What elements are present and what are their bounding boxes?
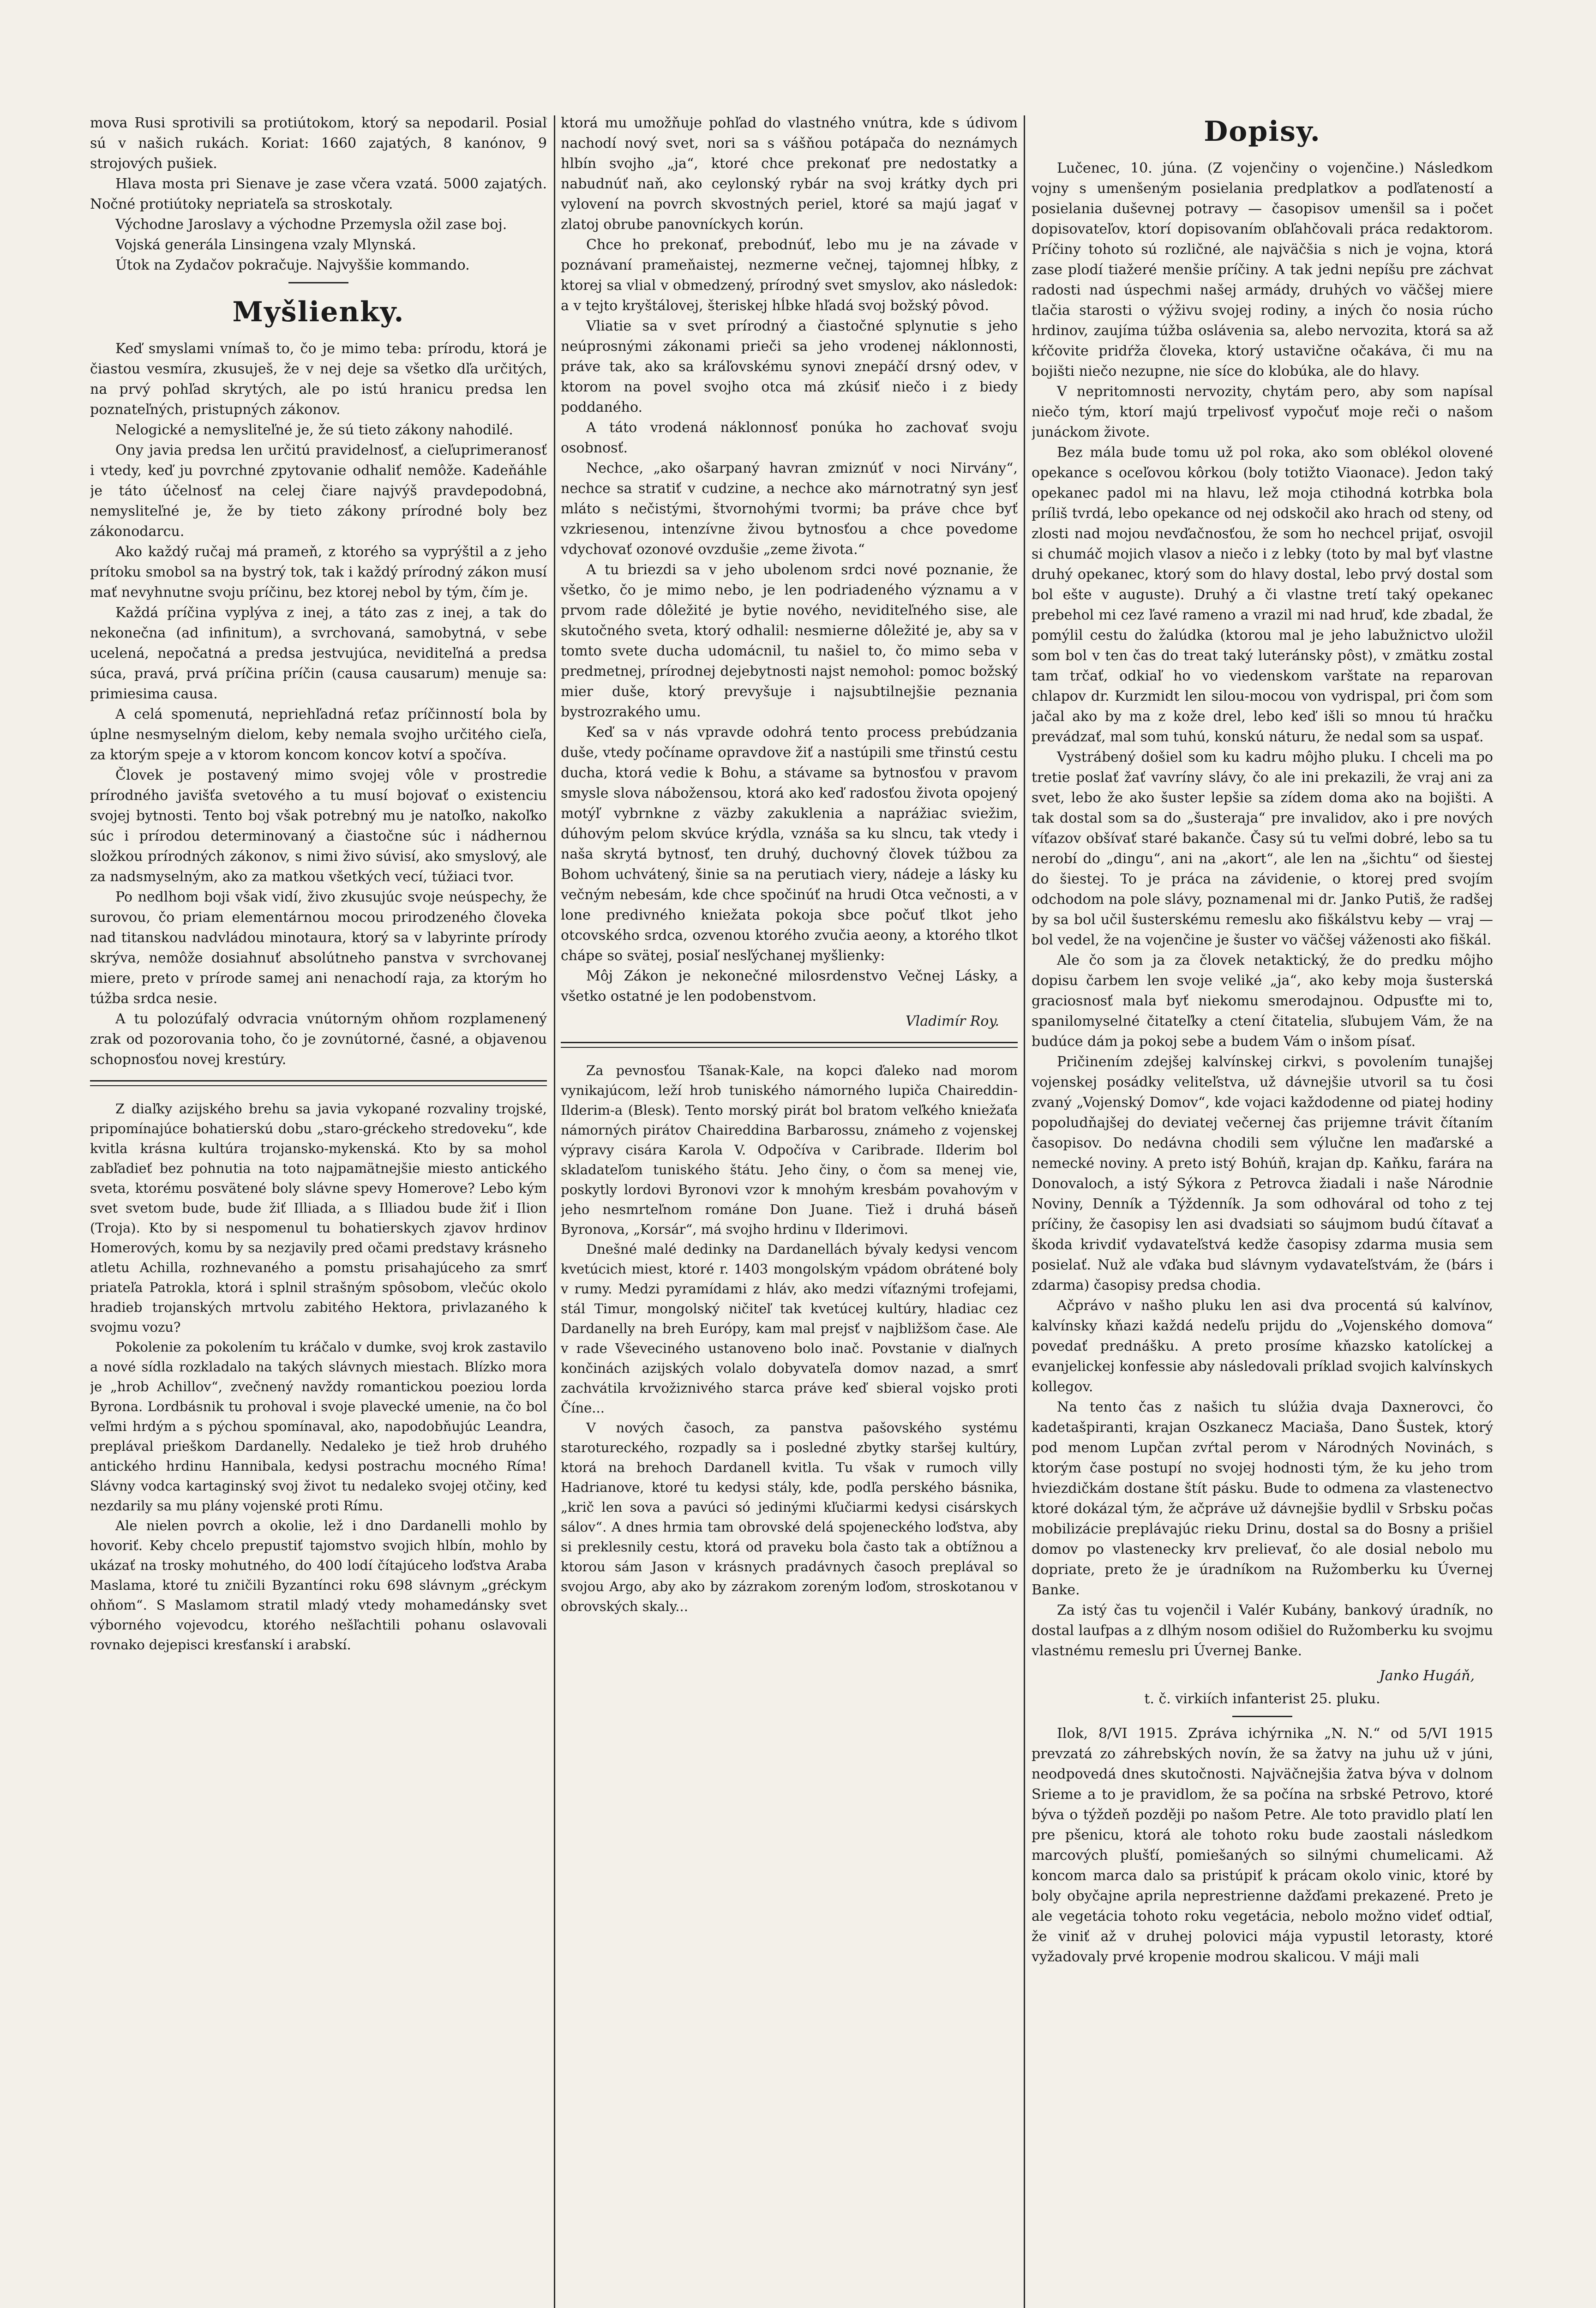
- essay-paragraph: Po nedlhom boji však vidí, živo zkusujúc svoje neúspechy, že surovou, čo priam elementárnou mocou prirodzeného človeka nad titanskou nadvládou minotaura, ktorý sa v labyrinte prírody skrýva, nemôže dosiahnuť absolútneho panstva v svrchovanej miere, preto v prírode samej ani nenachodí raja, za ktorým ho túžba srdca nesie.: [90, 889, 547, 1007]
- section-divider: [288, 282, 348, 283]
- letter-signature-rank: t. č. virkiích infanterist 25. pluku.: [1144, 1691, 1380, 1707]
- essay-paragraph: Keď sa v nás vpravde odohrá tento process prebúdzania duše, vtedy počíname opravdove žiť a nastúpili sme třinstú cestu ducha, ktorá vedie k Bohu, a stávame sa bytnosťou v pravom smysle slova nábožensou, ktorá ako keď radosťou života opojený motýľ vybrnkne z väzby zakuklenia a naprážiac sviežim, dúhovým pelom skvúce krýdla, vznáša sa ku slncu, tak vtedy i naša skrytá bytnosť, ten druhý, duchovný človek túžbou za Bohom uchvátený, šinie sa na perutiach viery, nádeje a lásky ku večným nebesám, kde chce spočinúť na hrudi Otca večnosti, a v lone predivného kniežata pokoja sbce počuť tlkot jeho otcovského srdca, ozvenou ktorého zvučia aeony, a ktorého tlkot chápe so svätej, posiaľ nesľýchanej myšlienky:: [561, 724, 1018, 964]
- essay-paragraph: Môj Zákon je nekonečné milosrdenstvo Večnej Lásky, a všetko ostatné je len podobenstvom.: [561, 968, 1018, 1004]
- column-middle: [561, 113, 1018, 2308]
- essay-paragraph: Chce ho prekonať, prebodnúť, lebo mu je na závade v poznávaní prameňaistej, nezmerne večnej, tajomnej hĺbky, z ktorej sa vlial v obmedzený, prírodný svet smyslov, ako následok: a v tejto kryštálovej, šteriskej hĺbke hľadá svoj božský pôvod.: [561, 237, 1018, 314]
- letter-paragraph: Pričinením zdejšej kalvínskej cirkvi, s povolením tunajšej vojenskej posádky veliteľstva, už dávnejšie utvoril sa tu čosi zvaný „Vojenský Domov“, kde vojaci každodenne od piatej hodiny popoludňajšej do deviatej večernej čas prijemne trávit čítaním časopisov. Do nedávna chodili sem výlučne len maďarské a nemecké noviny. A preto istý Bohúň, krajan dp. Kaňku, farára na Donovaloch, a istý Sýkora z Petrovca žiadali i naše Národnie Noviny, Denník a Týždenník. Ja som odhováral od toho z tej príčiny, že časopisy len asi dvadsiati so sáujmom budú čítavať a škoda krivdiť vydavateľstvá kedže časopisy zdarma musia sem posielať. Nuž ale vďaka bud slávnym vydavateľstvám, že (bárs i zdarma) časopisy predsa chodia.: [1032, 1054, 1493, 1293]
- essay-paragraph: Nechce, „ako ošarpaný havran zmiznúť v noci Nirvány“, nechce sa stratiť v cudzine, a nechce ako márnotratný syn jesť mláto s nečistými, štvornohými tvormi; ba práve chce byť vzkriesenou, intenzívne živou bytnosťou a chce povedome vdychovať ozonové ovzdušie „zeme života.“: [561, 460, 1018, 558]
- war-report-paragraph: mova Rusi sprotivili sa protiútokom, ktorý sa nepodaril. Posiaľ sú v našich rukách. Koriat: 1660 zajatých, 8 kanónov, 9 strojových pušiek.: [90, 115, 547, 172]
- letter-paragraph: Ilok, 8/VI 1915. Zpráva ichýrnika „N. N.“ od 5/VI 1915 prevzatá zo záhrebských novín, že sa žatvy na juhu už v júni, neodpovedá dnes skutočnosti. Najväčnejšia žatva býva v dolnom Srieme a to je pravidlom, že sa počína na srbské Petrovo, ktoré býva o týždeň později po našom Petre. Ale toto pravidlo platí len pre pšenicu, ktorá ale tohoto roku bude zaostali následkom marcových plušťí, pomiešaných so silnými chumelicami. Až koncom marca dalo sa pristúpiť k prácam okolo vinic, ktoré by boly obyčajne aprila neprestrienne dažďami prekazené. Preto je ale vegetácia tohoto roku vegetácia, nebolo možno videť odtiaľ, že viniť až v druhej polovici mája vypustil letorasty, ktoré vyžadovaly prvé kropenie modrou skalicou. V máji mali: [1032, 1725, 1493, 1965]
- letter-paragraph: Ačprávo v našho pluku len asi dva procentá sú kalvínov, kalvínsky kňazi každá nedeľu prijdu do „Vojenského domova“ povedať prednášku. A preto prosíme kňazsko katolíckej a evanjelickej konfessie aby následovali príklad svojich kalvínskych kollegov.: [1032, 1298, 1493, 1395]
- essay-signature: Vladimír Roy.: [905, 1013, 999, 1029]
- letter-paragraph: Lučenec, 10. júna. (Z vojenčiny o vojenčine.) Následkom vojny s umenšeným posielania predplatkov a podľateností a posielania duševnej potravy — časopisov umenšil sa i počet dopisovateľov, ktorí dopisovaním obľahčovali práca redaktorom. Príčiny tohoto sú rozličné, ale najväčšia s nich je vojna, ktorá zase plodí tiažeré menšie príčiny. A tak jedni nepíšu pre záchvat radosti nad úspechmi našej armády, druhých vo väčšej miere tlačia starosti o výživu svojej rodiny, a iných čo nosia rúcho hrdinov, zaujíma túžba oslávenia sa, alebo nervozita, ktorá sa až kŕčovite pridŕža človeka, ktorý ustavične očakáva, či mu na bojišti niečo nezupne, nie síce do klobúka, ale do hlavy.: [1032, 160, 1493, 379]
- essay-paragraph: Vliatie sa v svet prírodný a čiastočné splynutie s jeho neúprosnými zákonami prieči sa jeho vrodenej náklonnosti, práve tak, ako sa kráľovskému synovi znepáčí drsný odev, v ktorom na povel svojho otca má zkúsiť niečo i z biedy poddaného.: [561, 318, 1018, 415]
- dardanelles-paragraph: Dnešné malé dedinky na Dardanellách bývaly kedysi vencom kvetúcich miest, ktoré r. 1403 mongolským vpádom obrátené boly v rumy. Medzi pyramídami z hláv, ako medzi víťaznými trofejami, stál Timur, mongolský ničiteľ tak kvetúcej kultúry, hladiac cez Dardanelly na breh Európy, kam mal prejsť v najbližšom čase. Ale v rade Vševeciného ustanoveno bolo inač. Povstanie v diaľnych končinách azijských volalo dobyvateľa domov nazad, a smrť zachvátila krvožiznivého starca práve keď sbieral vojsko proti Číne...: [561, 1241, 1018, 1416]
- war-report-paragraph: Hlava mosta pri Sienave je zase včera vzatá. 5000 zajatých. Nočné protiútoky nepriateľa sa stroskotaly.: [90, 176, 547, 212]
- essay-paragraph: A táto vrodená náklonnosť ponúka ho zachovať svoju osobnosť.: [561, 420, 1018, 456]
- essay-paragraph: Ony javia predsa len určitú pravidelnosť, a cieľuprimeranosť i vtedy, keď ju povrchné zpytovanie odhaliť nemôže. Kadeňáhle je táto účelnosť na celej čiare najvýš pravdepodobná, nemysliteľné je, že by tieto zákony prírodné boly bez zákonodarcu.: [90, 442, 547, 540]
- letters-title: Dopisy.: [1204, 115, 1321, 148]
- section-divider: [90, 1080, 547, 1086]
- dardanelles-paragraph: Ale nielen povrch a okolie, lež i dno Dardanelli mohlo by hovoriť. Keby chcelo prepustiť tajomstvo svojich hlbín, mohlo by ukázať na trosky mohutného, do 400 lodí čítajúceho loďstva Araba Maslama, ktoré tu zničili Byzantínci roku 698 slávnym „gréckym ohňom“. S Maslamom stratil mladý vtedy mohamedánsky svet výborného vojevodcu, ktorého nešľachtili pohanu oslavovali rovnako dejepisci kresťanskí i arabskí.: [90, 1518, 547, 1653]
- section-divider: [1232, 1716, 1292, 1717]
- letter-paragraph: Ale čo som ja za človek netaktický, že do predku môjho dopisu čarbem len svoje veliké „ja“, ako keby moja šusterská graciosnosť mala byť niekomu smerodajnou. Odpusťte mi to, spanilomyselné čitateľky a ctení čitatelia, sľubujem Vám, že na budúce dám ja pokoj sebe a budem Vám o inšom písať.: [1032, 952, 1493, 1050]
- letter-paragraph: Za istý čas tu vojenčil i Valér Kubány, bankový úradník, no dostal laufpas a z dlhým nosom odišiel do Ružomberku ku svojmu vlastnému remeslu pri Úvernej Banke.: [1032, 1602, 1493, 1659]
- war-report-paragraph: Vojská generála Linsingena vzaly Mlynská.: [115, 237, 416, 253]
- essay-paragraph: Keď smyslami vnímaš to, čo je mimo teba: prírodu, ktorá je čiastou vesmíra, zkusuješ, že v nej deje sa všetko dľa určitých, na prvý pohľad skrytých, ale po istú hranicu predsa len poznateľných, pristupných zákonov.: [90, 341, 547, 418]
- essay-paragraph: Ako každý ručaj má prameň, z ktorého sa vyprýštil a z jeho prítoku smobol sa na bystrý tok, tak i každý prírodný zákon musí mať nevyhnutne svoju príčinu, bez ktorej nebol by tým, čím je.: [90, 544, 547, 601]
- letter-paragraph: Na tento čas z našich tu slúžia dvaja Daxnerovci, čo kadetašpiranti, krajan Oszkanecz Maciaša, Dano Šustek, ktorý pod menom Lupčan zvŕtal perom v Národných Novinách, s ktorým čase postupí no svojej hodnosti tým, že ku jeho trom hviezdičkám dostane štít pásku. Bude to odmena za vlastenectvo ktoré dokázal tým, že ačpráve už dávnejšie bydlil v Srbsku počas mobilizácie preplávajúc rieku Drinu, dostal sa do Bosny a prišiel domov po vlastenecky krv prelievať, čo ale dosial nebolo mu dopriate, preto že je úradníkom na Ružomberku ku Úvernej Banke.: [1032, 1399, 1493, 1598]
- essay-paragraph: Nelogické a nemysliteľné je, že sú tieto zákony nahodilé.: [115, 422, 513, 438]
- dardanelles-paragraph: Pokolenie za pokolením tu kráčalo v dumke, svoj krok zastavilo a nové sídla rozkladalo na takých slávnych miestach. Blízko mora je „hrob Achillov“, zvečnený navždy romantickou poeziou lorda Byrona. Lordbásnik tu prohoval i svoje plavecké umenie, na čo bol veľmi hrdým a s pýchou spomínaval, ako, napodobňujúc Leandra, preplával prieškom Dardanelly. Nedaleko je tiež hrob druhého antického hrdinu Hannibala, kedysi postrachu mocného Ríma! Slávny vodca kartaginský svoj život tu nedaleko svojej otčiny, keď nezdarily sa mu plány vojenské proti Rímu.: [90, 1339, 547, 1514]
- column-left: [90, 113, 547, 2308]
- essay-title: Myšlienky.: [232, 296, 405, 328]
- dardanelles-paragraph: V nových časoch, za panstva pašovského systému starotureckého, rozpadly sa i posledné zbytky staršej kultúry, ktorá na brehoch Dardanell kvitla. Tu však v rumoch villy Hadrianove, ktoré tu kedysi stály, kde, podľa perského básnika, „krič len sova a pavúci só jedinými kľučiarmi kedysi cisárskych sálov“. A dnes hrmia tam obrovské delá spojeneckého loďstva, aby si preklesnily cestu, ktorá od praveku bola často tak a obtížnou a ktorou sám Jason v krásnych pradávnych časoch preplával so svojou Argo, aby ako by zázrakom zoreným loďom, stroskotanou v obrovských skaly...: [561, 1420, 1018, 1614]
- essay-paragraph: A tu briezdi sa v jeho ubolenom srdci nové poznanie, že všetko, čo je mimo nebo, je len podriadeného významu a v prvom rade dôležité je bytie nového, neviditeľného sise, ale skutočného sveta, ktorý odhalil: nesmierne dôležité je, aby sa v tomto svete ducha udomácnil, tu našiel to, čo mimo seba v predmetnej, prírodnej dejebytnosti najst nemohol: pomoc božský mier duše, ktorý prevyšuje i najsubtilnejšie peznania bystrozrakého umu.: [561, 562, 1018, 720]
- column-divider: [1024, 115, 1025, 2308]
- essay-paragraph: Každá príčina vyplýva z inej, a táto zas z inej, a tak do nekonečna (ad infinitum), a svrchovaná, samobytná, v sebe ucelená, nepočatná a predsa jestvujúca, neviditeľná a predsa súca, pravá, prvá príčina príčin (causa causarum) menuje sa: primiesima causa.: [90, 605, 547, 702]
- dardanelles-paragraph: Za pevnosťou Tšanak-Kale, na kopci ďaleko nad morom vynikajúcom, leží hrob tuniského námorného lupiča Chaireddin-Ilderim-a (Blesk). Tento morský pirát bol bratom veľkého kniežaťa námorných pirátov Chaireddina Barbarossu, známeho z vojenskej výpravy cisára Karola V. Odpočíva v Caribrade. Ilderim bol skladateľom tuniského štátu. Jeho činy, o čom sa menej vie, poskytly lordovi Byronovi vzor k mnohým kresbám povahovým v jeho nesmrteľnom románe Don Juane. Tiež i druhá báseň Byronova, „Korsár“, má svojho hrdinu v Ilderimovi.: [561, 1063, 1018, 1237]
- section-divider: [561, 1042, 1018, 1048]
- column-right: [1032, 113, 1493, 2308]
- dardanelles-paragraph: Z diaľky azijského brehu sa javia vykopané rozvaliny trojské, pripomínajúce bohatierskú dobu „staro-gréckeho stredoveku“, kde kvitla krásna kultúra trojansko-mykenská. Kto by sa mohol zabľadieť bez pohnutia na toto najpamätnejšie miesto antického sveta, ktorému posvätené boly slávne spevy Homerove? Lebo kým svet svetom bude, bude žiť Illiada, a s Illiadou bude žiť i Ilion (Troja). Kto by si nespomenul tu bohatierskych zjavov hrdinov Homerových, komu by sa nezjavily pred očami predstavy krásneho atletu Achilla, rozhnevaného a pomstu prisahajúceho za smrť priateľa Patrokla, ktorá i splnil strašným spôsobom, vlečúc okolo hradieb trojanských mrtvolu zabitého Hektora, privlazaného k svojmu vozu?: [90, 1101, 547, 1335]
- letter-paragraph: Vystrábený došiel som ku kadru môjho pluku. I chceli ma po tretie poslať žať vavríny slávy, čo ale ini prekazili, že vraj ani za svet, lebo že ako šuster lepšie sa zídem doma ako na bojišti. A tak dostal som sa do „šusteraja“ pre invalidov, ako i pre nových víťazov obšívať staré bakanče. Časy sú tu veľmi dobré, lebo sa tu nerobí do „dingu“, ani na „akort“, ale len na „šichtu“ od šiestej do šiestej. To je práca na závidenie, o ktorej pred svojím odchodom na pole slávy, poznamenal mi dr. Janko Putiš, že radšej by sa bol učil šusterskému remeslu ako fiškálstvu keby — vraj — bol vedel, že na vojenčine je šuster vo väčšej váženosti ako fiškál.: [1032, 749, 1493, 948]
- war-report-paragraph: Východne Jaroslavy a východne Przemysla ožil zase boj.: [115, 216, 507, 233]
- essay-paragraph: ktorá mu umožňuje pohľad do vlastného vnútra, kde s údivom nachodí nový svet, nori sa s vášňou potápača do neznámych hlbín svojho „ja“, ktoré chce prekonať pre nedostatky a nabudnúť naň, ako ceylonský rybár na svoj krátky dych pri vylovení na povrch skvostných periel, ktoré sa majú jagať v zlatoj obrube panovníckych korún.: [561, 115, 1018, 233]
- letter-paragraph: Bez mála bude tomu už pol roka, ako som oblékol olovené opekance s oceľovou kôrkou (boly totižto Viaonace). Jedon taký opekanec padol mi na hlavu, lež moja ctihodná kotrbka bola príliš tvrdá, lebo opekance od nej odskočil ako hrach od steny, od zlosti nad mojou nevďačnosťou, že som ho nechcel prijať, osvojil si chumáč mojich vlasov a niečo i z lebky (toto by mal byť vlastne druhý opekanec, ktorý som do hlavy dostal, lebo prvý dostal som bol ešte v auguste). Druhý a či vlastne tretí taký opekanec prebehol mi cez ľavé rameno a vrazil mi nad hruď, kde zbadal, že pomýlil cestu do žalúdka (ktorou mal je jeho labužnictvo uložil som bol v ten čas do treat taký luteránsky pôst), v zmätku zostal tam trčať, odkiaľ ho vo viedenskom varštate na reparovan chlapov dr. Kurzmidt len silou-mocou von vydrispal, pri čom som jačal ako by ma z kože drel, lebo keď išli so mnou tú hračku prevádzať, mal som tuhú, konskú náturu, že nedal som sa uspať.: [1032, 445, 1493, 745]
- war-report-paragraph: Útok na Zydačov pokračuje. Najvyššie kommando.: [115, 257, 470, 273]
- essay-paragraph: A tu polozúfalý odvracia vnútorným ohňom rozplamenený zrak od pozorovania toho, čo je zovnútorné, časné, a objavenou schopnosťou novej krestúry.: [90, 1011, 547, 1068]
- column-divider: [554, 115, 555, 2308]
- letter-signature-name: Janko Hugáň,: [1379, 1668, 1475, 1684]
- essay-paragraph: Človek je postavený mimo svojej vôle v prostredie prírodného javišťa svetového a tu musí bojovať o existenciu svojej bytnosti. Tento boj však potrebný mu je natoľko, nakoľko súc i prírodou determinovaný a čiastočne súc i nádhernou složkou prírodných zákonov, s nimi živo súvisí, ako smyslový, ale za nadsmyselným, ako za matkou všetkých vecí, túžiaci tvor.: [90, 767, 547, 885]
- letter-paragraph: V nepritomnosti nervozity, chytám pero, aby som napísal niečo tým, ktorí majú trpelivosť vypočuť moje reči o našom junáckom živote.: [1032, 384, 1493, 440]
- essay-paragraph: A celá spomenutá, nepriehľadná reťaz príčinností bola by úplne nesmyselným dielom, keby nemala svojho určitého cieľa, za ktorým speje a v ktorom koncom koncov kotví a spočíva.: [90, 706, 547, 763]
